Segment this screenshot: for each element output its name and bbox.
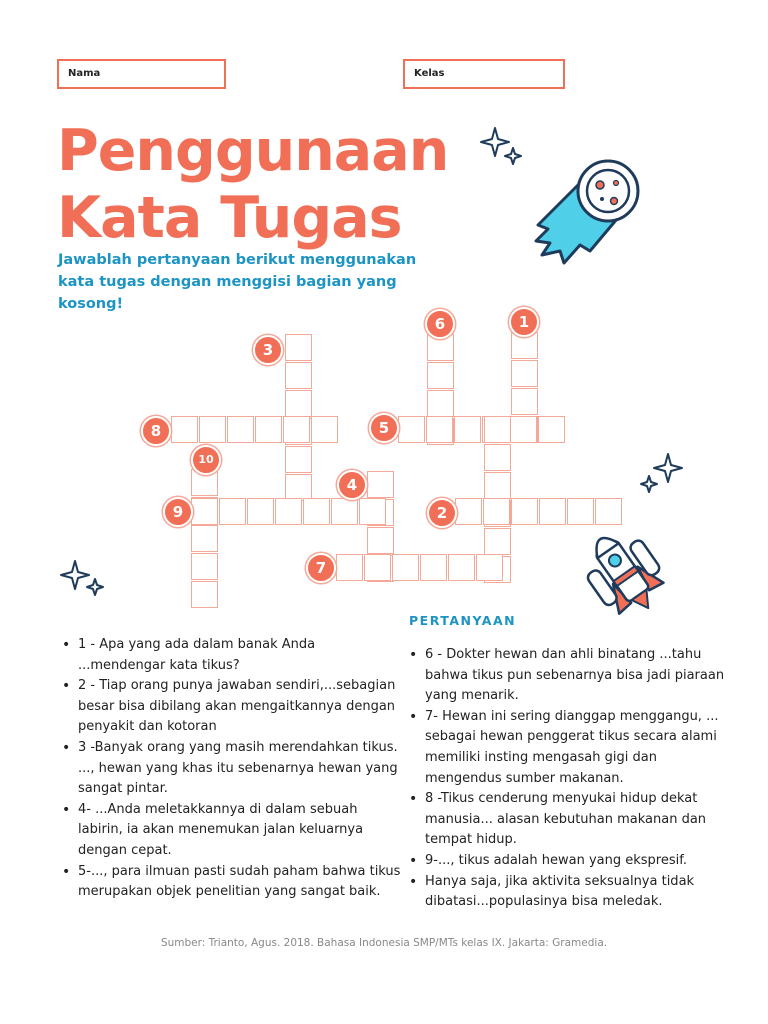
questions-heading: PERTANYAAN <box>409 613 517 628</box>
crossword-cell[interactable] <box>484 416 511 443</box>
crossword-cell[interactable] <box>539 498 566 525</box>
crossword-cell[interactable] <box>510 416 537 443</box>
crossword-cell[interactable] <box>511 498 538 525</box>
crossword-cell[interactable] <box>367 471 394 498</box>
crossword-cell[interactable] <box>191 498 218 525</box>
clue-badge-5: 5 <box>369 413 399 443</box>
question-item: • 6 - Dokter hewan dan ahli binatang ...tahu bahwa tikus pun sebenarnya bisa jadi piaraan yang menarik. <box>409 645 734 707</box>
crossword-cell[interactable] <box>247 498 274 525</box>
clue-badge-2: 2 <box>427 498 457 528</box>
crossword-cell[interactable] <box>427 362 454 389</box>
crossword-cell[interactable] <box>484 444 511 471</box>
question-item: • 9-..., tikus adalah hewan yang ekspresif. <box>409 851 734 872</box>
crossword-cell[interactable] <box>427 390 454 417</box>
crossword-cell[interactable] <box>285 390 312 417</box>
title-line-2: Kata Tugas <box>57 185 402 251</box>
crossword-cell[interactable] <box>336 554 363 581</box>
crossword-cell[interactable] <box>255 416 282 443</box>
crossword-cell[interactable] <box>285 474 312 501</box>
crossword-cell[interactable] <box>331 498 358 525</box>
crossword-cell[interactable] <box>420 554 447 581</box>
sparkle-icon <box>636 452 688 498</box>
crossword-cell[interactable] <box>392 554 419 581</box>
source-citation: Sumber: Trianto, Agus. 2018. Bahasa Indonesia SMP/MTs kelas IX. Jakarta: Gramedia. <box>160 937 608 949</box>
crossword-cell[interactable] <box>484 472 511 499</box>
sparkle-icon <box>62 559 110 603</box>
crossword-cell[interactable] <box>359 498 386 525</box>
sparkle-icon <box>480 126 526 168</box>
question-item: • 8 -Tikus cenderung menyukai hidup dekat manusia... alasan kebutuhan makanan dan tempat hidup. <box>409 789 734 851</box>
crossword-cell[interactable] <box>398 416 425 443</box>
crossword-cell[interactable] <box>191 525 218 552</box>
instruction-text: Jawablah pertanyaan berikut menggunakan kata tugas dengan menggisi bagian yang kosong! <box>58 252 417 312</box>
crossword-cell[interactable] <box>367 527 394 554</box>
questions-right-list <box>409 645 734 913</box>
class-label: Kelas <box>414 68 445 79</box>
crossword-cell[interactable] <box>199 416 226 443</box>
questions-left-list <box>62 635 402 903</box>
crossword-cell[interactable] <box>285 334 312 361</box>
clue-badge-1: 1 <box>509 307 539 337</box>
crossword-cell[interactable] <box>275 498 302 525</box>
page-title <box>57 118 448 252</box>
crossword-cell[interactable] <box>227 416 254 443</box>
crossword-cell[interactable] <box>426 416 453 443</box>
clue-badge-3: 3 <box>253 335 283 365</box>
crossword-cell[interactable] <box>511 388 538 415</box>
question-item: • 7- Hewan ini sering dianggap menggangu, ... sebagai hewan penggerat tikus secara alami memiliki insting mengasah gigi dan mengendus sumber makanan. <box>409 707 734 789</box>
clue-badge-7: 7 <box>306 553 336 583</box>
class-field[interactable] <box>403 59 565 89</box>
crossword-cell[interactable] <box>171 416 198 443</box>
crossword-cell[interactable] <box>448 554 475 581</box>
crossword-cell[interactable] <box>303 498 330 525</box>
crossword-cell[interactable] <box>454 416 481 443</box>
name-label: Nama <box>68 68 101 79</box>
crossword-cell[interactable] <box>595 498 622 525</box>
crossword-cell[interactable] <box>191 581 218 608</box>
crossword-cell[interactable] <box>283 416 310 443</box>
crossword-cell[interactable] <box>567 498 594 525</box>
comet-icon <box>530 155 645 267</box>
crossword-cell[interactable] <box>538 416 565 443</box>
question-item: • 1 - Apa yang ada dalam banak Anda ...mendengar kata tikus? <box>62 635 402 676</box>
title-line-1: Penggunaan <box>57 118 449 184</box>
rocket-icon <box>568 524 678 619</box>
crossword-cell[interactable] <box>476 554 503 581</box>
crossword-cell[interactable] <box>191 553 218 580</box>
crossword-cell[interactable] <box>219 498 246 525</box>
question-item: • 2 - Tiap orang punya jawaban sendiri,...sebagian besar bisa dibilang akan mengaitkannya dengan penyakit dan kotoran <box>62 676 402 738</box>
crossword-cell[interactable] <box>483 498 510 525</box>
question-item: • 3 -Banyak orang yang masih merendahkan tikus. ..., hewan yang khas itu sebenarnya hewan yang sangat pintar. <box>62 738 402 800</box>
clue-badge-4: 4 <box>337 470 367 500</box>
crossword-cell[interactable] <box>285 362 312 389</box>
clue-badge-9: 9 <box>163 497 193 527</box>
crossword-cell[interactable] <box>455 498 482 525</box>
clue-badge-8: 8 <box>141 416 171 446</box>
crossword-cell[interactable] <box>364 554 391 581</box>
crossword-cell[interactable] <box>311 416 338 443</box>
crossword-cell[interactable] <box>484 528 511 555</box>
question-item: • 5-..., para ilmuan pasti sudah paham bahwa tikus merupakan objek penelitian yang sangat baik. <box>62 862 402 903</box>
crossword-cell[interactable] <box>285 446 312 473</box>
crossword-cell[interactable] <box>511 360 538 387</box>
clue-badge-6: 6 <box>425 309 455 339</box>
name-field[interactable] <box>57 59 226 89</box>
question-item: • 4- ...Anda meletakkannya di dalam sebuah labirin, ia akan menemukan jalan keluarnya dengan cepat. <box>62 800 402 862</box>
clue-badge-10: 10 <box>191 445 221 475</box>
question-item: • Hanya saja, jika aktivita seksualnya tidak dibatasi...populasinya bisa meledak. <box>409 872 734 913</box>
